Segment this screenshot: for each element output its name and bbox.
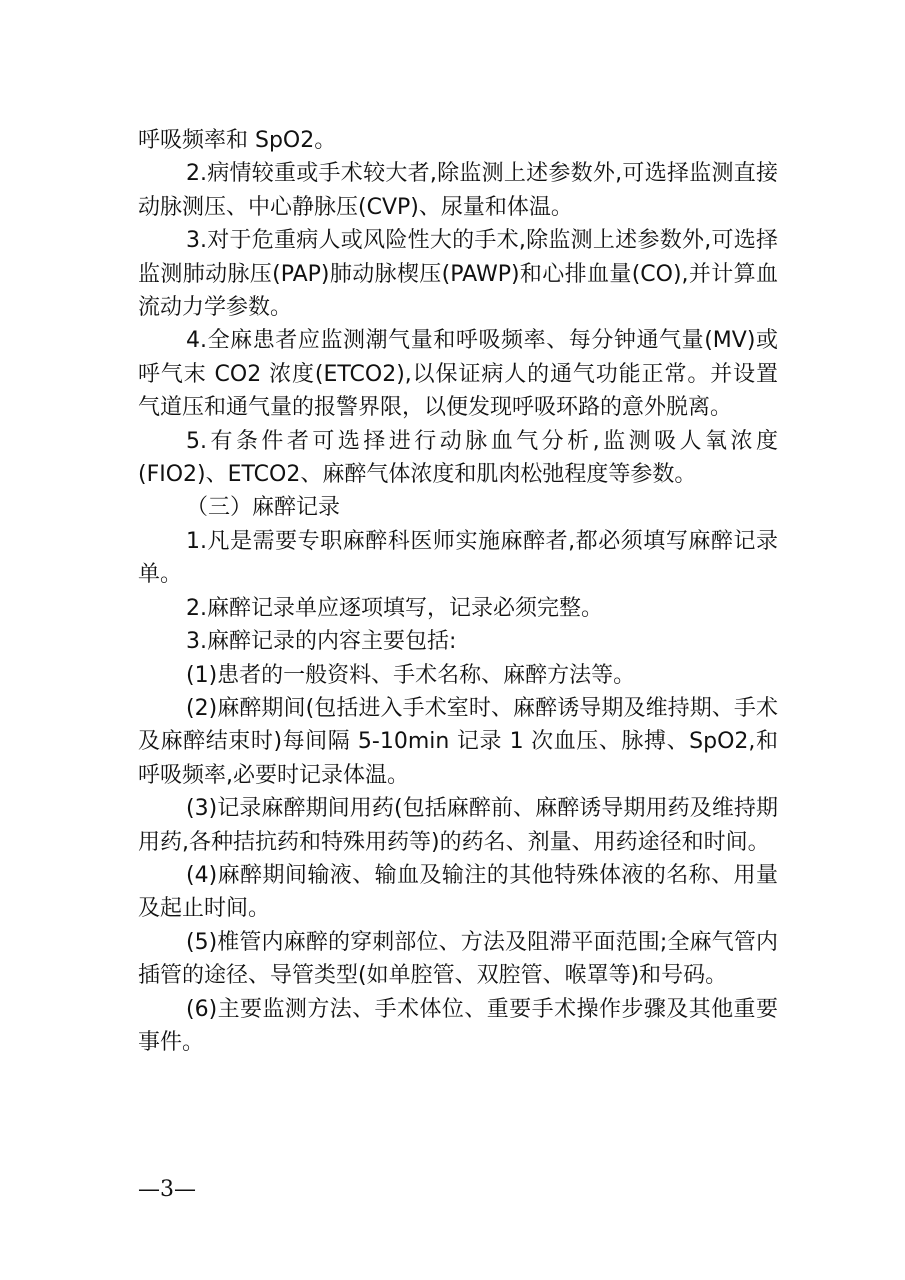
paragraph-2: 2.病情较重或手术较大者,除监测上述参数外,可选择监测直接动脉测压、中心静脉压(CVP)、尿量和体温。: [138, 161, 778, 220]
paragraph-8: 2.麻醉记录单应逐项填写，记录必须完整。: [186, 595, 603, 621]
section-heading: （三）麻醉记录: [186, 495, 341, 521]
list-item-2: (2)麻醉期间(包括进入手术室时、麻醉诱导期及维持期、手术及麻醉结束时)每间隔 5-10min 记录 1 次血压、脉搏、SpO2,和呼吸频率,必要时记录体温。: [138, 695, 778, 788]
paragraph-7: 1.凡是需要专职麻醉科医师实施麻醉者,都必须填写麻醉记录单。: [138, 528, 778, 588]
paragraph-5: 5.有条件者可选择进行动脉血气分析,监测吸人氧浓度(FIO2)、ETCO2、麻醉气体浓度和肌肉松弛程度等参数。: [138, 428, 778, 488]
list-item-6: (6)主要监测方法、手术体位、重要手术操作步骤及其他重要事件。: [138, 996, 778, 1055]
list-item-5: (5)椎管内麻醉的穿刺部位、方法及阻滞平面范围;全麻气管内插管的途径、导管类型(如单腔管、双腔管、喉罩等)和号码。: [138, 929, 778, 989]
paragraph-9: 3.麻醉记录的内容主要包括:: [186, 629, 457, 655]
list-item-3: (3)记录麻醉期间用药(包括麻醉前、麻醉诱导期用药及维持期用药,各种拮抗药和特殊用药等)的药名、剂量、用药途径和时间。: [138, 796, 778, 855]
paragraph-4: 4.全麻患者应监测潮气量和呼吸频率、每分钟通气量(MV)或呼气末 CO2 浓度(ETCO2),以保证病人的通气功能正常。并设置气道压和通气量的报警界限，以便发现呼吸环路的意外脱离。: [138, 328, 778, 421]
document-body: [138, 124, 778, 1059]
list-item-4: (4)麻醉期间输液、输血及输注的其他特殊体液的名称、用量及起止时间。: [138, 862, 778, 922]
list-item-1: (1)患者的一般资料、手术名称、麻醉方法等。: [186, 662, 636, 688]
page-number: —3—: [138, 1177, 196, 1202]
paragraph-3: 3.对于危重病人或风险性大的手术,除监测上述参数外,可选择监测肺动脉压(PAP)肺动脉楔压(PAWP)和心排血量(CO),并计算血流动力学参数。: [138, 228, 778, 321]
paragraph-1: 呼吸频率和 SpO2。: [138, 128, 337, 153]
